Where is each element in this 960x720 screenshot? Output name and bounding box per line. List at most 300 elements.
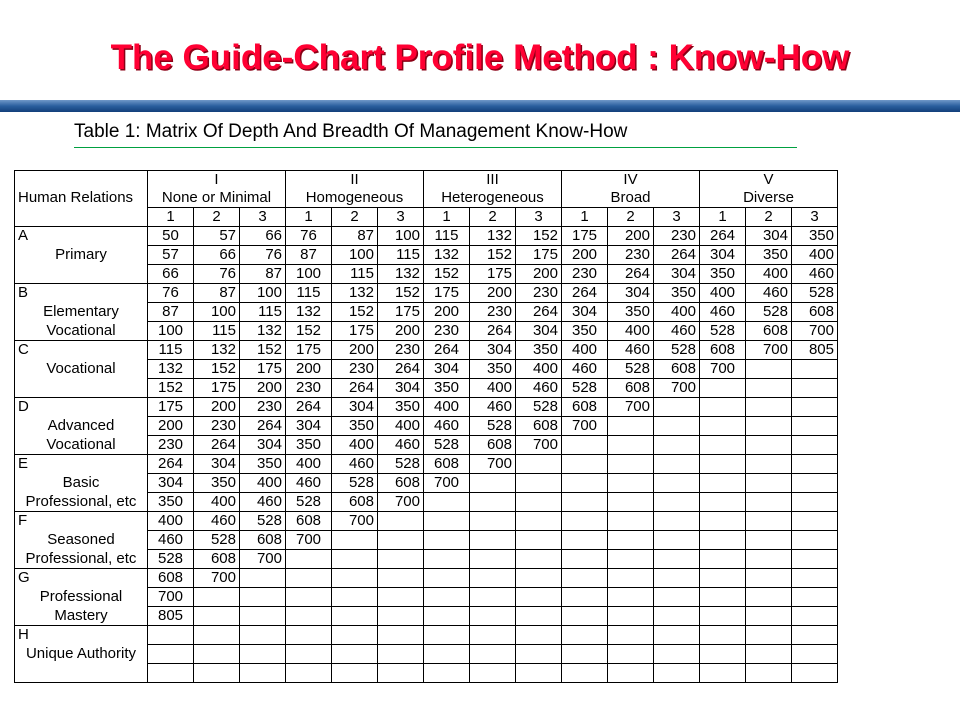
matrix-cell xyxy=(424,493,470,512)
matrix-cell: 460 xyxy=(470,398,516,417)
matrix-cell: 175 xyxy=(470,265,516,284)
matrix-row xyxy=(15,322,838,341)
matrix-row xyxy=(15,512,838,531)
matrix-cell xyxy=(700,398,746,417)
band-description xyxy=(15,265,148,284)
matrix-cell xyxy=(792,455,838,474)
matrix-row xyxy=(15,436,838,455)
matrix-cell: 700 xyxy=(516,436,562,455)
matrix-row xyxy=(15,360,838,379)
matrix-cell: 100 xyxy=(240,284,286,303)
band-description: Elementary xyxy=(15,303,148,322)
matrix-cell xyxy=(194,626,240,645)
matrix-cell xyxy=(516,455,562,474)
matrix-cell: 460 xyxy=(700,303,746,322)
matrix-row xyxy=(15,626,838,645)
matrix-cell: 200 xyxy=(148,417,194,436)
subcolumn-number: 2 xyxy=(470,208,516,227)
matrix-cell: 132 xyxy=(424,246,470,265)
matrix-cell xyxy=(654,626,700,645)
matrix-cell: 350 xyxy=(654,284,700,303)
matrix-cell xyxy=(792,645,838,664)
band-description xyxy=(15,379,148,398)
matrix-cell: 200 xyxy=(608,227,654,246)
matrix-cell: 608 xyxy=(286,512,332,531)
band-description: Advanced xyxy=(15,417,148,436)
matrix-row xyxy=(15,550,838,569)
matrix-cell xyxy=(654,455,700,474)
matrix-cell: 132 xyxy=(148,360,194,379)
matrix-cell xyxy=(700,607,746,626)
matrix-cell xyxy=(562,664,608,683)
matrix-cell xyxy=(608,493,654,512)
matrix-cell: 115 xyxy=(424,227,470,246)
matrix-cell: 264 xyxy=(470,322,516,341)
matrix-cell xyxy=(470,569,516,588)
matrix-cell: 700 xyxy=(654,379,700,398)
matrix-cell xyxy=(700,645,746,664)
matrix-cell: 132 xyxy=(378,265,424,284)
matrix-cell xyxy=(516,645,562,664)
matrix-cell: 264 xyxy=(240,417,286,436)
matrix-cell: 528 xyxy=(700,322,746,341)
matrix-cell: 460 xyxy=(792,265,838,284)
matrix-cell xyxy=(470,550,516,569)
matrix-cell xyxy=(562,531,608,550)
matrix-cell xyxy=(746,512,792,531)
band-letter: A xyxy=(15,227,148,246)
matrix-cell: 460 xyxy=(608,341,654,360)
matrix-cell xyxy=(470,607,516,626)
matrix-cell: 200 xyxy=(378,322,424,341)
matrix-cell: 700 xyxy=(424,474,470,493)
header-row-numerals xyxy=(15,171,838,190)
matrix-cell xyxy=(700,550,746,569)
matrix-cell xyxy=(792,626,838,645)
matrix-cell: 76 xyxy=(286,227,332,246)
matrix-cell: 175 xyxy=(194,379,240,398)
matrix-cell xyxy=(654,512,700,531)
matrix-cell: 608 xyxy=(608,379,654,398)
matrix-cell xyxy=(470,474,516,493)
matrix-cell: 152 xyxy=(240,341,286,360)
matrix-cell: 608 xyxy=(746,322,792,341)
matrix-cell: 115 xyxy=(240,303,286,322)
matrix-cell xyxy=(470,626,516,645)
matrix-cell xyxy=(240,607,286,626)
group-name: Homogeneous xyxy=(286,189,424,208)
group-numeral: III xyxy=(424,171,562,190)
matrix-cell xyxy=(194,645,240,664)
matrix-cell xyxy=(562,455,608,474)
matrix-cell: 100 xyxy=(194,303,240,322)
matrix-cell: 152 xyxy=(470,246,516,265)
matrix-cell: 528 xyxy=(608,360,654,379)
matrix-cell: 700 xyxy=(378,493,424,512)
matrix-row xyxy=(15,569,838,588)
matrix-cell xyxy=(516,626,562,645)
matrix-cell: 608 xyxy=(148,569,194,588)
matrix-cell: 230 xyxy=(148,436,194,455)
matrix-cell: 264 xyxy=(148,455,194,474)
matrix-cell xyxy=(424,626,470,645)
matrix-cell: 264 xyxy=(700,227,746,246)
matrix-cell: 304 xyxy=(378,379,424,398)
matrix-cell: 175 xyxy=(562,227,608,246)
matrix-cell: 400 xyxy=(562,341,608,360)
matrix-cell: 304 xyxy=(240,436,286,455)
matrix-row xyxy=(15,455,838,474)
matrix-cell xyxy=(700,512,746,531)
matrix-cell: 200 xyxy=(286,360,332,379)
matrix-cell xyxy=(286,569,332,588)
matrix-cell: 50 xyxy=(148,227,194,246)
band-letter: H xyxy=(15,626,148,645)
matrix-cell: 304 xyxy=(470,341,516,360)
matrix-cell xyxy=(424,645,470,664)
matrix-cell xyxy=(562,626,608,645)
matrix-row xyxy=(15,398,838,417)
matrix-cell: 230 xyxy=(516,284,562,303)
matrix-cell xyxy=(562,607,608,626)
matrix-cell: 264 xyxy=(194,436,240,455)
matrix-cell: 264 xyxy=(516,303,562,322)
matrix-cell xyxy=(332,645,378,664)
matrix-cell: 400 xyxy=(378,417,424,436)
matrix-cell: 350 xyxy=(562,322,608,341)
subcolumn-number: 3 xyxy=(378,208,424,227)
matrix-cell: 400 xyxy=(194,493,240,512)
matrix-cell xyxy=(746,645,792,664)
matrix-cell xyxy=(700,588,746,607)
matrix-cell: 115 xyxy=(378,246,424,265)
matrix-cell: 460 xyxy=(424,417,470,436)
matrix-cell: 350 xyxy=(470,360,516,379)
matrix-cell xyxy=(700,531,746,550)
matrix-cell xyxy=(654,664,700,683)
matrix-cell xyxy=(792,664,838,683)
matrix-cell xyxy=(332,626,378,645)
know-how-matrix xyxy=(14,170,838,683)
matrix-cell: 528 xyxy=(654,341,700,360)
subcolumn-number: 2 xyxy=(332,208,378,227)
matrix-cell: 87 xyxy=(194,284,240,303)
matrix-cell: 230 xyxy=(286,379,332,398)
subcolumn-number: 1 xyxy=(148,208,194,227)
matrix-cell: 608 xyxy=(470,436,516,455)
matrix-cell xyxy=(332,569,378,588)
matrix-cell xyxy=(792,607,838,626)
matrix-cell xyxy=(562,493,608,512)
matrix-cell xyxy=(792,474,838,493)
matrix-cell xyxy=(746,436,792,455)
band-description: Seasoned xyxy=(15,531,148,550)
band-letter: F xyxy=(15,512,148,531)
caption-underline xyxy=(74,147,797,148)
subcolumn-number: 1 xyxy=(286,208,332,227)
matrix-cell: 528 xyxy=(470,417,516,436)
matrix-cell: 528 xyxy=(286,493,332,512)
matrix-cell xyxy=(516,588,562,607)
matrix-cell: 304 xyxy=(148,474,194,493)
matrix-cell: 230 xyxy=(194,417,240,436)
matrix-cell xyxy=(378,550,424,569)
matrix-row xyxy=(15,474,838,493)
matrix-cell: 100 xyxy=(332,246,378,265)
matrix-cell xyxy=(286,607,332,626)
human-relations-label: Human Relations xyxy=(15,189,148,208)
matrix-cell: 350 xyxy=(194,474,240,493)
matrix-cell: 132 xyxy=(286,303,332,322)
matrix-cell xyxy=(654,588,700,607)
matrix-row xyxy=(15,607,838,626)
matrix-cell: 528 xyxy=(562,379,608,398)
matrix-cell: 230 xyxy=(608,246,654,265)
matrix-cell: 200 xyxy=(562,246,608,265)
matrix-cell: 87 xyxy=(286,246,332,265)
matrix-cell: 304 xyxy=(332,398,378,417)
subcolumn-number: 1 xyxy=(562,208,608,227)
matrix-cell: 460 xyxy=(240,493,286,512)
subcolumn-number: 2 xyxy=(608,208,654,227)
matrix-cell xyxy=(148,626,194,645)
matrix-cell xyxy=(792,588,838,607)
matrix-cell xyxy=(470,493,516,512)
matrix-row xyxy=(15,303,838,322)
matrix-cell: 700 xyxy=(608,398,654,417)
matrix-cell xyxy=(608,436,654,455)
matrix-cell: 528 xyxy=(148,550,194,569)
band-letter: B xyxy=(15,284,148,303)
matrix-cell: 132 xyxy=(194,341,240,360)
matrix-cell xyxy=(608,417,654,436)
matrix-cell: 400 xyxy=(746,265,792,284)
matrix-cell xyxy=(792,493,838,512)
matrix-cell: 350 xyxy=(148,493,194,512)
matrix-cell: 460 xyxy=(746,284,792,303)
matrix-cell xyxy=(654,474,700,493)
matrix-cell: 304 xyxy=(424,360,470,379)
matrix-cell xyxy=(700,569,746,588)
matrix-cell xyxy=(608,607,654,626)
matrix-cell: 230 xyxy=(378,341,424,360)
slide-title: The Guide-Chart Profile Method : Know-How xyxy=(110,38,850,77)
matrix-cell xyxy=(286,550,332,569)
matrix-cell: 608 xyxy=(562,398,608,417)
matrix-cell xyxy=(470,664,516,683)
matrix-cell xyxy=(562,512,608,531)
matrix-cell: 528 xyxy=(746,303,792,322)
matrix-cell: 152 xyxy=(286,322,332,341)
matrix-cell xyxy=(608,512,654,531)
matrix-cell xyxy=(240,664,286,683)
matrix-cell xyxy=(746,493,792,512)
subcolumn-number: 3 xyxy=(654,208,700,227)
matrix-cell xyxy=(378,664,424,683)
matrix-cell: 115 xyxy=(332,265,378,284)
matrix-cell xyxy=(654,436,700,455)
matrix-cell: 608 xyxy=(194,550,240,569)
matrix-cell: 700 xyxy=(700,360,746,379)
matrix-cell: 66 xyxy=(148,265,194,284)
matrix-cell xyxy=(148,645,194,664)
matrix-cell: 460 xyxy=(654,322,700,341)
matrix-cell: 132 xyxy=(470,227,516,246)
matrix-row xyxy=(15,227,838,246)
matrix-cell xyxy=(700,417,746,436)
matrix-cell xyxy=(608,455,654,474)
band-letter: E xyxy=(15,455,148,474)
matrix-cell xyxy=(562,436,608,455)
matrix-body xyxy=(15,171,838,683)
matrix-cell: 608 xyxy=(792,303,838,322)
matrix-cell: 700 xyxy=(286,531,332,550)
matrix-cell xyxy=(378,512,424,531)
matrix-cell: 152 xyxy=(194,360,240,379)
matrix-cell: 350 xyxy=(746,246,792,265)
matrix-cell: 175 xyxy=(148,398,194,417)
matrix-cell: 304 xyxy=(516,322,562,341)
matrix-cell xyxy=(746,531,792,550)
matrix-cell: 350 xyxy=(792,227,838,246)
matrix-cell xyxy=(424,569,470,588)
matrix-cell xyxy=(562,588,608,607)
subcolumn-number: 1 xyxy=(700,208,746,227)
matrix-cell: 700 xyxy=(746,341,792,360)
matrix-cell: 460 xyxy=(194,512,240,531)
header-row-names xyxy=(15,189,838,208)
band-description xyxy=(15,664,148,683)
matrix-cell xyxy=(286,626,332,645)
band-description: Basic xyxy=(15,474,148,493)
matrix-cell xyxy=(516,550,562,569)
matrix-cell: 528 xyxy=(792,284,838,303)
matrix-cell: 264 xyxy=(286,398,332,417)
matrix-cell xyxy=(378,645,424,664)
matrix-row xyxy=(15,341,838,360)
matrix-cell: 350 xyxy=(286,436,332,455)
matrix-cell: 460 xyxy=(286,474,332,493)
matrix-cell xyxy=(700,436,746,455)
matrix-cell: 460 xyxy=(516,379,562,398)
matrix-row xyxy=(15,265,838,284)
matrix-cell xyxy=(470,512,516,531)
matrix-cell xyxy=(516,607,562,626)
matrix-cell: 304 xyxy=(286,417,332,436)
subcolumn-number: 3 xyxy=(240,208,286,227)
matrix-cell: 304 xyxy=(700,246,746,265)
matrix-cell xyxy=(792,417,838,436)
matrix-row xyxy=(15,588,838,607)
matrix-cell: 350 xyxy=(332,417,378,436)
matrix-cell: 115 xyxy=(286,284,332,303)
band-description: Vocational xyxy=(15,360,148,379)
band-letter: D xyxy=(15,398,148,417)
matrix-cell xyxy=(332,588,378,607)
matrix-cell xyxy=(424,588,470,607)
matrix-cell: 400 xyxy=(516,360,562,379)
matrix-cell: 230 xyxy=(470,303,516,322)
matrix-cell: 200 xyxy=(240,379,286,398)
matrix-cell: 87 xyxy=(240,265,286,284)
matrix-cell xyxy=(286,588,332,607)
matrix-cell xyxy=(424,664,470,683)
matrix-cell xyxy=(378,626,424,645)
matrix-row xyxy=(15,379,838,398)
matrix-cell xyxy=(332,664,378,683)
matrix-cell xyxy=(700,664,746,683)
matrix-cell xyxy=(746,626,792,645)
matrix-cell xyxy=(746,569,792,588)
matrix-cell: 700 xyxy=(470,455,516,474)
matrix-cell xyxy=(746,360,792,379)
matrix-cell xyxy=(424,512,470,531)
matrix-cell: 400 xyxy=(286,455,332,474)
matrix-cell xyxy=(240,626,286,645)
subcolumn-number: 3 xyxy=(516,208,562,227)
matrix-cell: 132 xyxy=(332,284,378,303)
matrix-row xyxy=(15,664,838,683)
matrix-cell xyxy=(286,664,332,683)
matrix-cell: 66 xyxy=(194,246,240,265)
matrix-cell xyxy=(516,664,562,683)
matrix-cell xyxy=(194,588,240,607)
matrix-cell: 700 xyxy=(562,417,608,436)
subcolumn-number: 2 xyxy=(746,208,792,227)
matrix-cell: 350 xyxy=(424,379,470,398)
matrix-cell: 304 xyxy=(746,227,792,246)
matrix-cell: 805 xyxy=(792,341,838,360)
band-description: Vocational xyxy=(15,436,148,455)
matrix-cell: 100 xyxy=(148,322,194,341)
matrix-cell xyxy=(746,398,792,417)
matrix-cell xyxy=(654,531,700,550)
matrix-cell xyxy=(608,474,654,493)
matrix-cell: 460 xyxy=(332,455,378,474)
matrix-cell: 175 xyxy=(332,322,378,341)
matrix-row xyxy=(15,645,838,664)
band-description: Professional, etc xyxy=(15,493,148,512)
matrix-cell: 400 xyxy=(240,474,286,493)
matrix-cell xyxy=(654,398,700,417)
matrix-cell xyxy=(792,512,838,531)
matrix-cell: 264 xyxy=(608,265,654,284)
matrix-cell xyxy=(654,607,700,626)
matrix-cell: 304 xyxy=(194,455,240,474)
matrix-cell: 200 xyxy=(194,398,240,417)
matrix-cell: 700 xyxy=(332,512,378,531)
band-letter: G xyxy=(15,569,148,588)
group-numeral: II xyxy=(286,171,424,190)
band-description: Professional, etc xyxy=(15,550,148,569)
matrix-cell: 460 xyxy=(562,360,608,379)
matrix-cell: 350 xyxy=(378,398,424,417)
matrix-cell: 115 xyxy=(148,341,194,360)
matrix-cell: 230 xyxy=(240,398,286,417)
matrix-cell xyxy=(700,455,746,474)
band-description: Vocational xyxy=(15,322,148,341)
matrix-cell: 350 xyxy=(608,303,654,322)
matrix-cell xyxy=(792,569,838,588)
matrix-cell xyxy=(792,531,838,550)
matrix-cell xyxy=(470,645,516,664)
matrix-cell xyxy=(700,626,746,645)
matrix-cell: 528 xyxy=(332,474,378,493)
matrix-cell xyxy=(746,417,792,436)
matrix-cell: 66 xyxy=(240,227,286,246)
matrix-cell: 608 xyxy=(700,341,746,360)
matrix-cell: 400 xyxy=(700,284,746,303)
